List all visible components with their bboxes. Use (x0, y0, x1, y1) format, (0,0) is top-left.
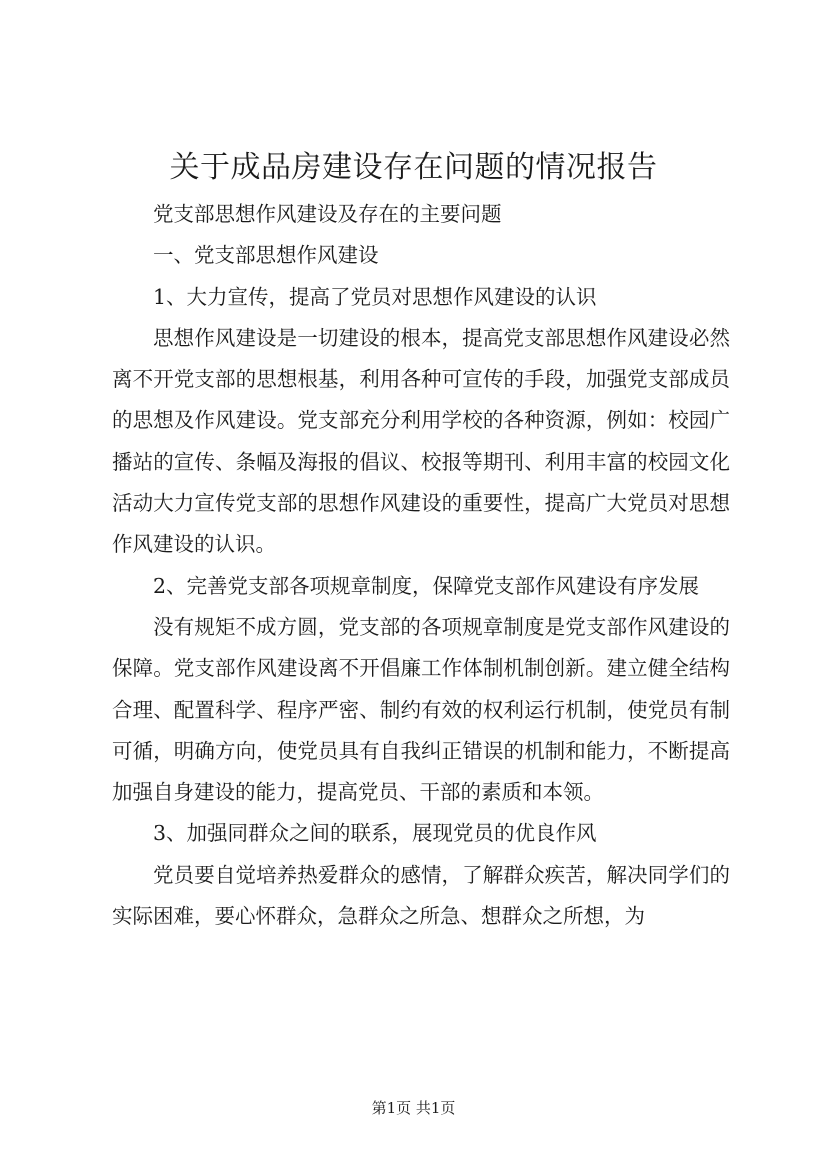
page-footer: 第1页 共1页 (371, 1099, 456, 1117)
body-paragraph: 党员要自觉培养热爱群众的感情，了解群众疾苦，解决同学们的实际困难，要心怀群众，急群众之所急、想群众之所想，为 (112, 862, 730, 929)
subsection-heading: 3、加强同群众之间的联系，展现党员的优良作风 (153, 821, 597, 846)
document-title: 关于成品房建设存在问题的情况报告 (169, 150, 658, 185)
section-heading: 一、党支部思想作风建设 (153, 243, 379, 268)
document-body (112, 194, 730, 937)
subsection-heading: 2、完善党支部各项规章制度，保障党支部作风建设有序发展 (153, 573, 700, 598)
body-paragraph: 思想作风建设是一切建设的根本，提高党支部思想作风建设必然离不开党支部的思想根基，利用各种可宣传的手段，加强党支部成员的思想及作风建设。党支部充分利用学校的各种资源，例如：校园广播站的宣传、条幅及海报的倡议、校报等期刊、利用丰富的校园文化活动大力宣传党支部的思想作风建设的重要性，提高广大党员对思想作风建设的认识。 (112, 325, 730, 557)
body-paragraph: 没有规矩不成方圆，党支部的各项规章制度是党支部作风建设的保障。党支部作风建设离不开倡廉工作体制机制创新。建立健全结构合理、配置科学、程序严密、制约有效的权利运行机制，使党员有制可循，明确方向，使党员具有自我纠正错误的机制和能力，不断提高加强自身建设的能力，提高党员、干部的素质和本领。 (112, 614, 730, 805)
subsection-heading: 1、大力宣传，提高了党员对思想作风建设的认识 (153, 284, 597, 309)
section-heading: 党支部思想作风建设及存在的主要问题 (153, 202, 502, 226)
